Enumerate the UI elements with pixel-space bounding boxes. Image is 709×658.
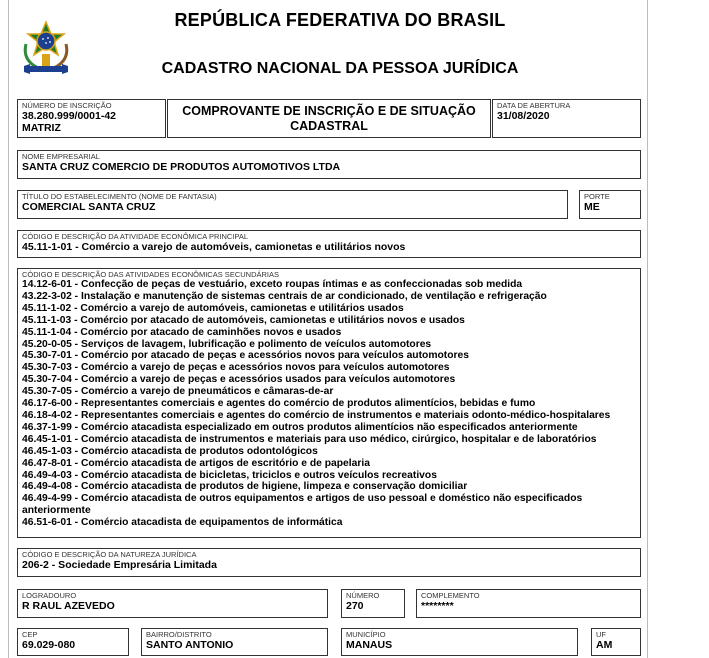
legal-nature-value: 206-2 - Sociedade Empresária Limitada: [22, 559, 217, 571]
list-item: 45.30-7-03 - Comércio a varejo de peças e acessórios novos para veículos automotores: [22, 362, 450, 374]
field-label: UF: [596, 630, 606, 639]
list-item: 46.51-6-01 - Comércio atacadista de equipamentos de informática: [22, 517, 343, 529]
document-title-line-1: COMPROVANTE DE INSCRIÇÃO E DE SITUAÇÃO: [182, 103, 476, 118]
district-field: [141, 628, 328, 656]
list-item: 45.11-1-02 - Comércio a varejo de automóveis, camionetas e utilitários usados: [22, 302, 404, 314]
list-item: 45.11-1-03 - Comércio por atacado de automóveis, camionetas e utilitários novos e usados: [22, 314, 465, 326]
field-label: DATA DE ABERTURA: [497, 101, 571, 110]
list-item: 46.45-1-03 - Comércio atacadista de produtos odontológicos: [22, 445, 318, 457]
number-field: [341, 589, 405, 618]
list-item: 46.49-4-08 - Comércio atacadista de produtos de higiene, limpeza e conservação domiciliar: [22, 481, 468, 493]
cep-value: 69.029-080: [22, 639, 76, 651]
business-name-value: SANTA CRUZ COMERCIO DE PRODUTOS AUTOMOTIVOS LTDA: [22, 161, 341, 173]
field-label: NÚMERO DE INSCRIÇÃO: [22, 101, 112, 110]
list-item: 46.49-4-99 - Comércio atacadista de outros equipamentos e artigos de uso pessoal e doméstico não especificados: [22, 493, 583, 505]
opening-date-value: 31/08/2020: [497, 110, 550, 122]
list-item: 45.30-7-04 - Comércio a varejo de peças e acessórios usados para veículos automotores: [22, 374, 456, 386]
legal-nature-field: [17, 548, 641, 577]
complement-field: [416, 589, 641, 618]
field-label: CÓDIGO E DESCRIÇÃO DA NATUREZA JURÍDICA: [22, 550, 197, 559]
secondary-activities-field: [17, 268, 641, 538]
list-item: 46.47-8-01 - Comércio atacadista de artigos de escritório e de papelaria: [22, 457, 370, 469]
complement-value: ********: [421, 600, 454, 612]
field-label: TÍTULO DO ESTABELECIMENTO (NOME DE FANTASIA): [22, 192, 217, 201]
document-title-box: [167, 99, 491, 138]
field-label: CEP: [22, 630, 38, 639]
company-size-value: ME: [584, 201, 600, 213]
list-item: 46.18-4-02 - Representantes comerciais e agentes do comércio de instrumentos e materiais odonto-médico-hospitalares: [22, 409, 611, 421]
list-item: 46.17-6-00 - Representantes comerciais e agentes do comércio de produtos alimentícios, bebidas e fumo: [22, 398, 536, 410]
main-activity-value: 45.11-1-01 - Comércio a varejo de automóveis, camionetas e utilitários novos: [22, 241, 406, 253]
list-item: 14.12-6-01 - Confecção de peças de vestuário, exceto roupas íntimas e as confeccionadas sob medida: [22, 279, 523, 290]
document-title-line-2: CADASTRAL: [290, 118, 368, 133]
cnpj-value: 38.280.999/0001-42: [22, 110, 117, 122]
list-item: 45.30-7-05 - Comércio a varejo de pneumáticos e câmaras-de-ar: [22, 386, 334, 398]
list-item: anteriormente: [22, 505, 91, 517]
trade-name-value: COMERCIAL SANTA CRUZ: [22, 201, 156, 213]
main-activity-field: [17, 230, 641, 258]
field-label: PORTE: [584, 192, 610, 201]
registration-number-field: [17, 99, 166, 138]
list-item: 46.37-1-99 - Comércio atacadista especializado em outros produtos alimentícios não especificados anteriormente: [22, 421, 578, 433]
city-field: [341, 628, 578, 656]
field-label: NOME EMPRESARIAL: [22, 152, 100, 161]
list-item: 46.45-1-01 - Comércio atacadista de instrumentos e materiais para uso médico, cirúrgico, hospitalar e de laboratórios: [22, 433, 597, 445]
list-item: 45.20-0-05 - Serviços de lavagem, lubrificação e polimento de veículos automotores: [22, 338, 432, 350]
cep-field: [17, 628, 129, 656]
street-field: [17, 589, 328, 618]
opening-date-field: [492, 99, 641, 138]
list-item: 46.49-4-03 - Comércio atacadista de bicicletas, triciclos e outros veículos recreativos: [22, 469, 437, 481]
list-item: 45.11-1-04 - Comércio por atacado de caminhões novos e usados: [22, 326, 342, 338]
list-item: 43.22-3-02 - Instalação e manutenção de sistemas centrais de ar condicionado, de ventilação e refrigeração: [22, 290, 547, 302]
state-field: [591, 628, 641, 656]
district-value: SANTO ANTONIO: [146, 639, 234, 651]
field-label: CÓDIGO E DESCRIÇÃO DAS ATIVIDADES ECONÔMICAS SECUNDÁRIAS: [22, 270, 279, 279]
brazil-coat-of-arms-icon: [20, 20, 72, 76]
street-value: R RAUL AZEVEDO: [22, 600, 115, 612]
field-label: NÚMERO: [346, 591, 380, 600]
field-label: BAIRRO/DISTRITO: [146, 630, 212, 639]
field-label: MUNICÍPIO: [346, 630, 386, 639]
trade-name-field: [17, 190, 568, 219]
company-size-field: [579, 190, 641, 219]
city-value: MANAUS: [346, 639, 393, 651]
registry-heading: CADASTRO NACIONAL DA PESSOA JURÍDICA: [161, 60, 519, 77]
secondary-activities-list: [22, 279, 636, 529]
field-label: COMPLEMENTO: [421, 591, 480, 600]
field-label: CÓDIGO E DESCRIÇÃO DA ATIVIDADE ECONÔMICA PRINCIPAL: [22, 232, 249, 241]
establishment-type: MATRIZ: [22, 122, 61, 134]
state-value: AM: [596, 639, 613, 651]
number-value: 270: [346, 600, 364, 612]
list-item: 45.30-7-01 - Comércio por atacado de peças e acessórios novos para veículos automotores: [22, 350, 469, 362]
country-heading: REPÚBLICA FEDERATIVA DO BRASIL: [174, 10, 506, 30]
business-name-field: [17, 150, 641, 179]
field-label: LOGRADOURO: [22, 591, 77, 600]
